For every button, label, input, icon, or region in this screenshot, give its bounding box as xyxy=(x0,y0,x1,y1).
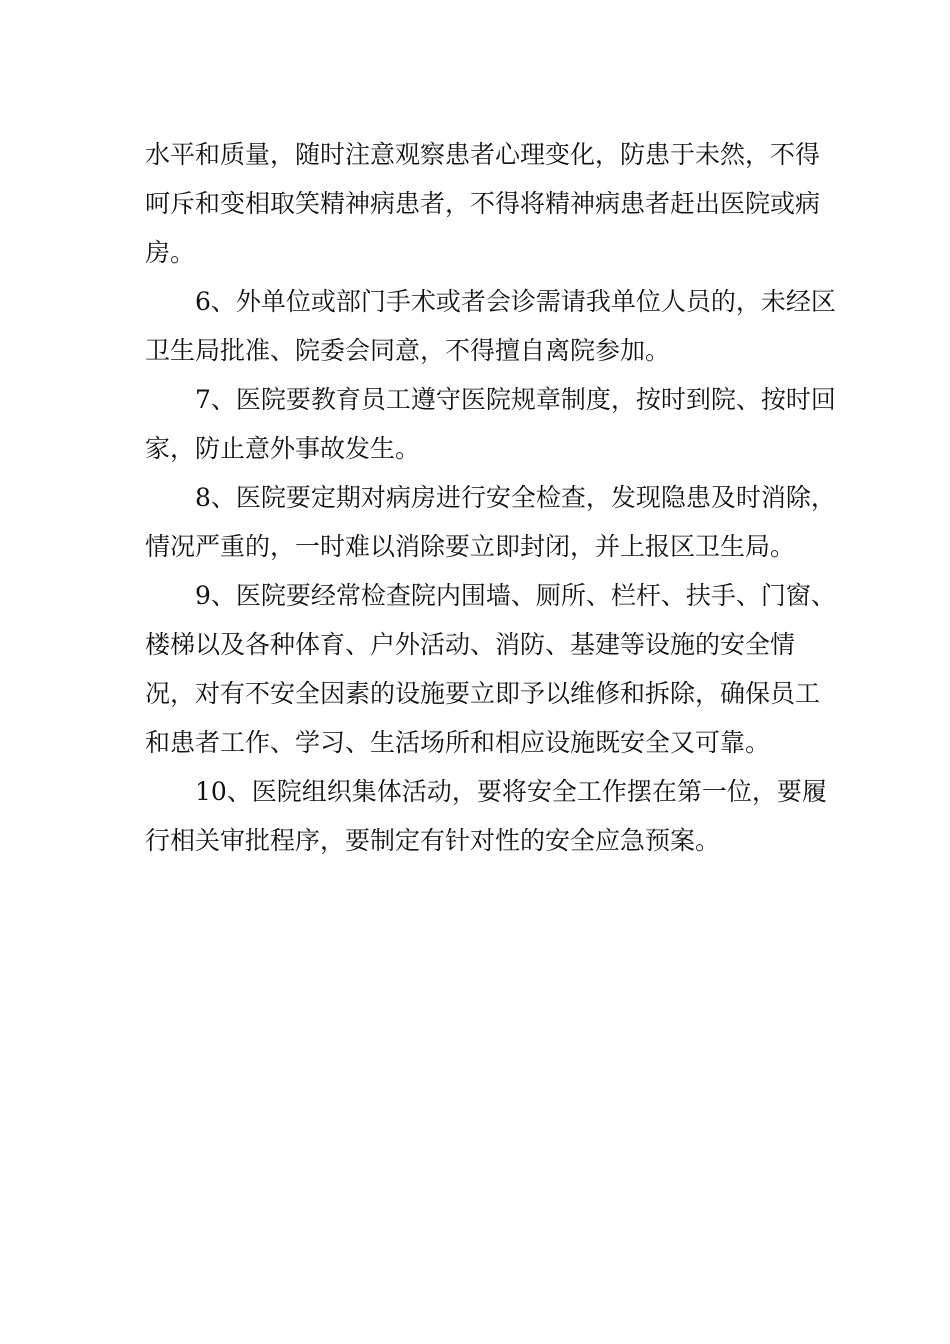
text-line: 水平和质量，随时注意观察患者心理变化，防患于未然，不得 xyxy=(145,140,821,169)
document-body xyxy=(145,130,836,865)
text-line: 呵斥和变相取笑精神病患者，不得将精神病患者赶出医院或病 xyxy=(145,189,821,218)
text-line: 10、医院组织集体活动，要将安全工作摆在第一位，要履 xyxy=(145,777,827,806)
paragraph-8 xyxy=(145,473,836,571)
paragraph-5-continued xyxy=(145,130,821,277)
paragraph-9 xyxy=(145,571,836,767)
text-line: 楼梯以及各种体育、户外活动、消防、基建等设施的安全情 xyxy=(145,630,796,659)
text-line: 8、医院要定期对病房进行安全检查，发现隐患及时消除， xyxy=(145,483,836,512)
paragraph-7 xyxy=(145,375,836,473)
text-line: 卫生局批准、院委会同意，不得擅自离院参加。 xyxy=(145,336,671,365)
text-line: 6、外单位或部门手术或者会诊需请我单位人员的，未经区 xyxy=(145,287,836,316)
text-line: 和患者工作、学习、生活场所和相应设施既安全又可靠。 xyxy=(145,728,771,757)
paragraph-6 xyxy=(145,277,836,375)
text-line: 7、医院要教育员工遵守医院规章制度，按时到院、按时回 xyxy=(145,385,836,414)
text-line: 房。 xyxy=(145,238,196,267)
text-line: 情况严重的，一时难以消除要立即封闭，并上报区卫生局。 xyxy=(145,532,796,561)
text-line: 9、医院要经常检查院内围墙、厕所、栏杆、扶手、门窗、 xyxy=(145,581,836,610)
text-line: 家，防止意外事故发生。 xyxy=(145,434,421,463)
text-line: 况，对有不安全因素的设施要立即予以维修和拆除，确保员工 xyxy=(145,679,821,708)
paragraph-10 xyxy=(145,767,827,865)
text-line: 行相关审批程序，要制定有针对性的安全应急预案。 xyxy=(145,826,721,855)
